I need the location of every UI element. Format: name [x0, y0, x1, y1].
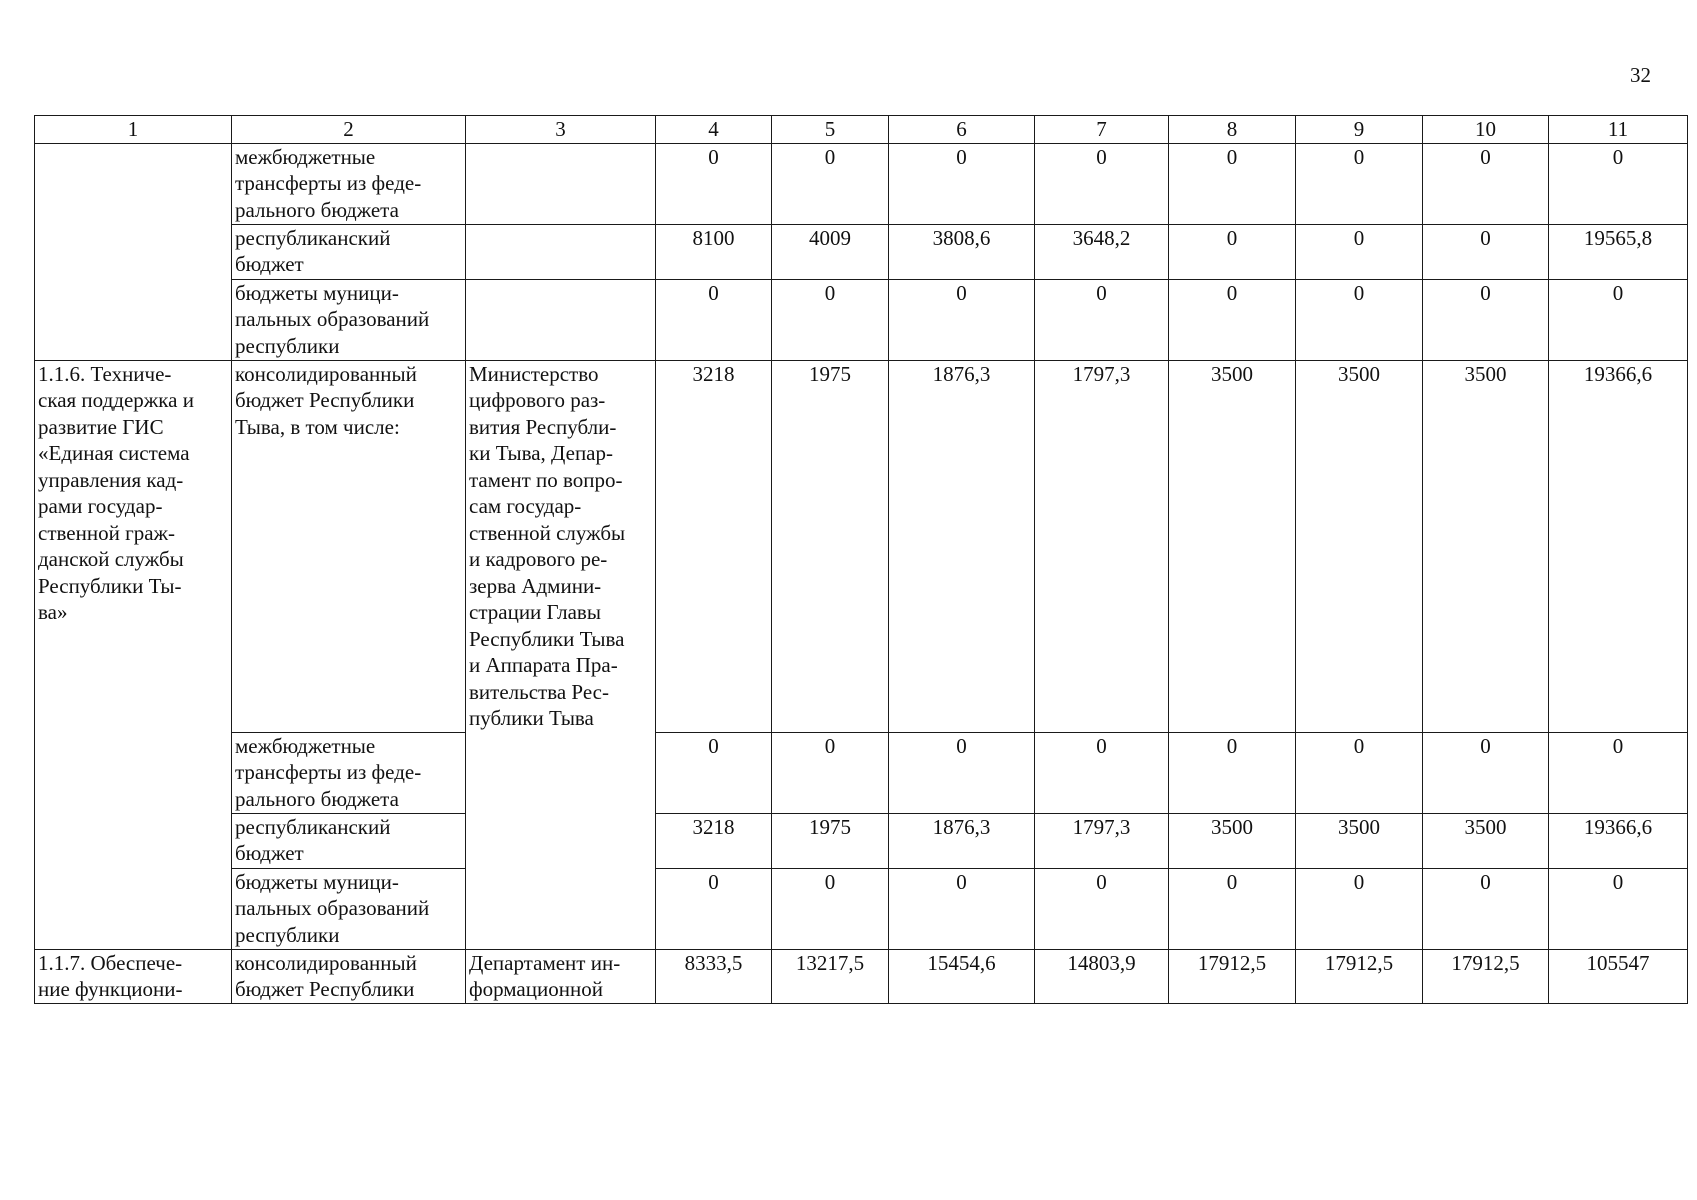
value-cell: 0	[1549, 279, 1688, 360]
value-cell: 14803,9	[1035, 949, 1169, 1003]
table-row	[35, 732, 1688, 813]
header-cell: 1	[35, 116, 232, 144]
value-cell: 0	[1423, 732, 1549, 813]
value-cell: 3218	[656, 813, 772, 868]
value-cell: 0	[656, 143, 772, 224]
value-cell: 105547	[1549, 949, 1688, 1003]
value-cell: 1797,3	[1035, 813, 1169, 868]
header-cell: 2	[232, 116, 466, 144]
item-cell: 1.1.6. Техниче- ская поддержка и развитие ГИС «Единая система управления кад- рами государ- ственной граж- данской службы Республики Ты- ва»	[35, 360, 232, 949]
value-cell: 3500	[1296, 360, 1423, 732]
value-cell: 3648,2	[1035, 224, 1169, 279]
value-cell: 8100	[656, 224, 772, 279]
funding-source-cell: межбюджетные трансферты из феде- рального бюджета	[232, 143, 466, 224]
value-cell: 0	[1423, 224, 1549, 279]
value-cell: 3500	[1169, 360, 1296, 732]
value-cell: 17912,5	[1423, 949, 1549, 1003]
value-cell: 0	[1035, 279, 1169, 360]
header-cell: 6	[889, 116, 1035, 144]
value-cell: 19565,8	[1549, 224, 1688, 279]
funding-source-cell: республиканский бюджет	[232, 813, 466, 868]
value-cell: 0	[656, 279, 772, 360]
value-cell: 0	[656, 732, 772, 813]
executor-cell: Департамент ин- формационной	[466, 949, 656, 1003]
value-cell: 0	[1169, 279, 1296, 360]
header-cell: 8	[1169, 116, 1296, 144]
funding-source-cell: бюджеты муници- пальных образований республики	[232, 868, 466, 949]
table-row	[35, 224, 1688, 279]
value-cell: 0	[1296, 868, 1423, 949]
header-cell: 7	[1035, 116, 1169, 144]
funding-source-cell: бюджеты муници- пальных образований республики	[232, 279, 466, 360]
value-cell: 0	[772, 143, 889, 224]
value-cell: 3500	[1296, 813, 1423, 868]
value-cell: 19366,6	[1549, 360, 1688, 732]
table-row	[35, 143, 1688, 224]
header-row	[35, 116, 1688, 144]
value-cell: 3808,6	[889, 224, 1035, 279]
executor-cell	[466, 224, 656, 279]
value-cell: 0	[1549, 143, 1688, 224]
funding-source-cell: межбюджетные трансферты из феде- рального бюджета	[232, 732, 466, 813]
header-cell: 10	[1423, 116, 1549, 144]
table-row	[35, 360, 1688, 732]
value-cell: 0	[1423, 143, 1549, 224]
value-cell: 17912,5	[1296, 949, 1423, 1003]
item-cell: 1.1.7. Обеспече- ние функциони-	[35, 949, 232, 1003]
value-cell: 1797,3	[1035, 360, 1169, 732]
value-cell: 1975	[772, 813, 889, 868]
value-cell: 0	[1169, 224, 1296, 279]
value-cell: 0	[1296, 224, 1423, 279]
header-cell: 3	[466, 116, 656, 144]
value-cell: 1876,3	[889, 813, 1035, 868]
value-cell: 0	[1296, 279, 1423, 360]
budget-table	[34, 115, 1688, 1004]
table-row	[35, 868, 1688, 949]
executor-cell	[466, 143, 656, 224]
value-cell: 0	[889, 868, 1035, 949]
table-row	[35, 813, 1688, 868]
header-cell: 4	[656, 116, 772, 144]
value-cell: 15454,6	[889, 949, 1035, 1003]
executor-cell: Министерство цифрового раз- вития Республи- ки Тыва, Депар- тамент по вопро- сам государ- ственной службы и кадрового ре- зерва Админи- страции Главы Республики Тыва и Аппарата Пра- вительства Рес- публики Тыва	[466, 360, 656, 949]
value-cell: 0	[1296, 732, 1423, 813]
value-cell: 19366,6	[1549, 813, 1688, 868]
value-cell: 1975	[772, 360, 889, 732]
value-cell: 0	[1296, 143, 1423, 224]
value-cell: 0	[1035, 732, 1169, 813]
value-cell: 0	[1549, 732, 1688, 813]
value-cell: 0	[1169, 732, 1296, 813]
header-cell: 11	[1549, 116, 1688, 144]
funding-source-cell: консолидированный бюджет Республики	[232, 949, 466, 1003]
value-cell: 0	[772, 279, 889, 360]
table-row	[35, 949, 1688, 1003]
value-cell: 3218	[656, 360, 772, 732]
funding-source-cell: республиканский бюджет	[232, 224, 466, 279]
value-cell: 1876,3	[889, 360, 1035, 732]
value-cell: 3500	[1423, 360, 1549, 732]
executor-cell	[466, 279, 656, 360]
value-cell: 0	[889, 279, 1035, 360]
value-cell: 0	[1169, 868, 1296, 949]
value-cell: 13217,5	[772, 949, 889, 1003]
value-cell: 0	[1423, 868, 1549, 949]
value-cell: 0	[1549, 868, 1688, 949]
page-number: 32	[1630, 63, 1651, 87]
value-cell: 0	[1423, 279, 1549, 360]
value-cell: 0	[656, 868, 772, 949]
value-cell: 0	[772, 732, 889, 813]
funding-source-cell: консолидированный бюджет Республики Тыва, в том числе:	[232, 360, 466, 732]
header-cell: 5	[772, 116, 889, 144]
value-cell: 0	[1035, 868, 1169, 949]
value-cell: 0	[772, 868, 889, 949]
value-cell: 0	[1035, 143, 1169, 224]
value-cell: 3500	[1423, 813, 1549, 868]
table-row	[35, 279, 1688, 360]
header-cell: 9	[1296, 116, 1423, 144]
value-cell: 8333,5	[656, 949, 772, 1003]
value-cell: 0	[889, 143, 1035, 224]
value-cell: 0	[889, 732, 1035, 813]
value-cell: 3500	[1169, 813, 1296, 868]
value-cell: 17912,5	[1169, 949, 1296, 1003]
value-cell: 4009	[772, 224, 889, 279]
value-cell: 0	[1169, 143, 1296, 224]
item-cell	[35, 143, 232, 360]
